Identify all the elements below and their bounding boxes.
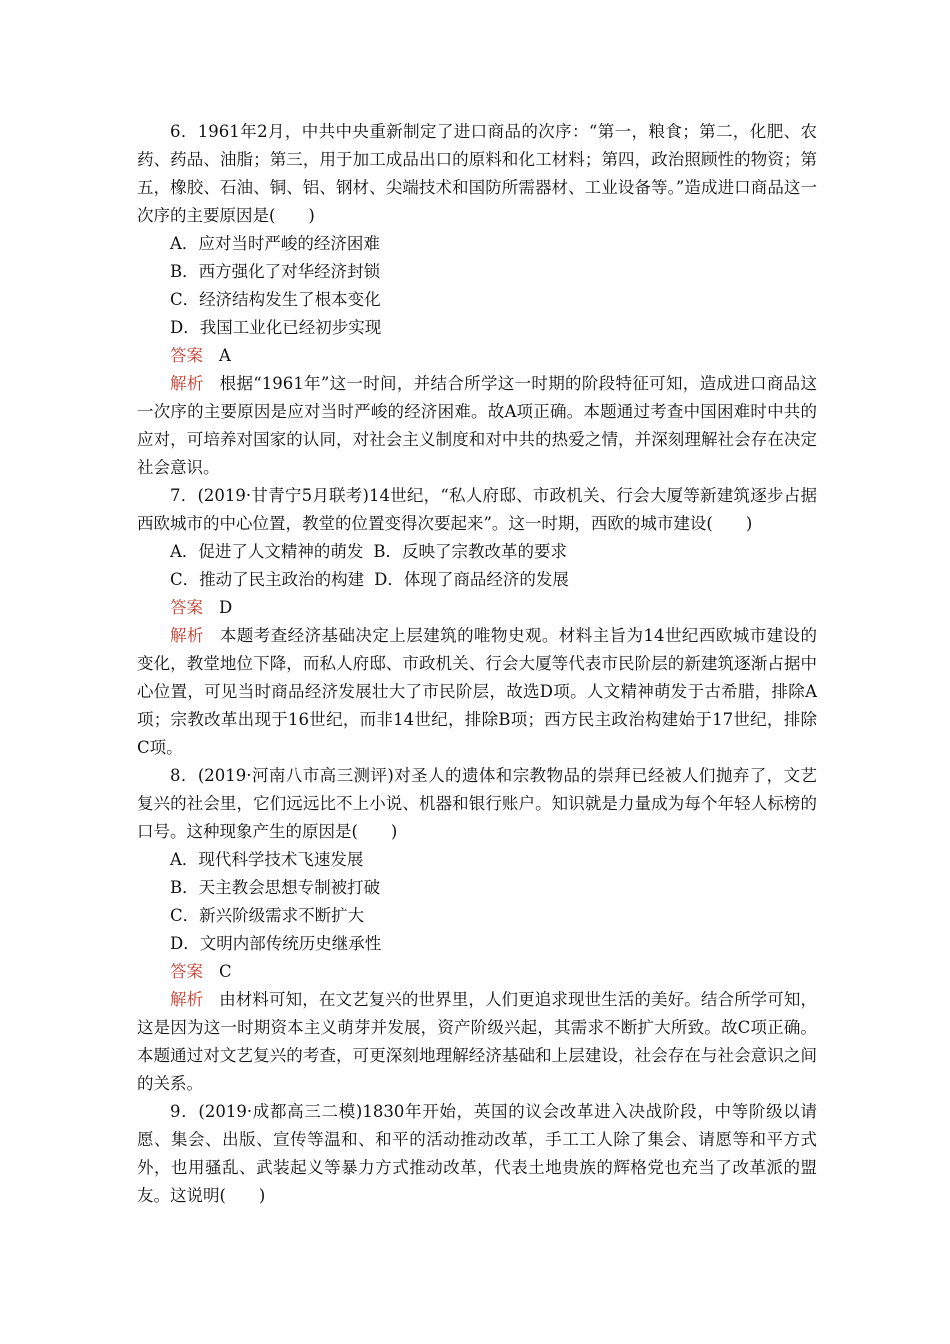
question-8-answer <box>137 958 817 986</box>
analysis-text: 根据“1961年”这一时间，并结合所学这一时期的阶段特征可知，造成进口商品这一次序的主要原因是应对当时严峻的经济困难。故A项正确。本题通过考查中国困难时中共的应对，可培养对国家的认同，对社会主义制度和对中共的热爱之情，并深刻理解社会存在决定社会意识。 <box>137 374 817 477</box>
question-8-option-b: B．天主教会思想专制被打破 <box>170 878 381 897</box>
question-8-analysis <box>137 986 817 1098</box>
question-list <box>137 118 817 1210</box>
question-6-option-a: A．应对当时严峻的经济困难 <box>170 234 380 253</box>
analysis-label: 解析 <box>170 990 204 1009</box>
question-6-answer <box>137 342 817 370</box>
question-7-option-b: B．反映了宗教改革的要求 <box>373 542 568 561</box>
question-8-stem: 8．(2019·河南八市高三测评)对圣人的遗体和宗教物品的崇拜已经被人们抛弃了，文艺复兴的社会里，它们远远比不上小说、机器和银行账户。知识就是力量成为每个年轻人标榜的口号。这种现象产生的原因是( ) <box>137 766 817 841</box>
question-6-stem: 6．1961年2月，中共中央重新制定了进口商品的次序：“第一，粮食；第二，化肥、农药、药品、油脂；第三，用于加工成品出口的原料和化工材料；第四，政治照顾性的物资；第五，橡胶、石油、铜、铝、钢材、尖端技术和国防所需器材、工业设备等。”造成进口商品这一次序的主要原因是( ) <box>137 122 817 225</box>
question-6-option-b: B．西方强化了对华经济封锁 <box>170 262 381 281</box>
question-7-option-a: A．促进了人文精神的萌发 <box>170 542 364 561</box>
analysis-text: 本题考查经济基础决定上层建筑的唯物史观。材料主旨为14世纪西欧城市建设的变化，教堂地位下降，而私人府邸、市政机关、行会大厦等代表市民阶层的新建筑逐渐占据中心位置，可见当时商品经济发展壮大了市民阶层，故选D项。人文精神萌发于古希腊，排除A项；宗教改革出现于16世纪，而非14世纪，排除B项；西方民主政治构建始于17世纪，排除C项。 <box>137 626 817 757</box>
question-7-option-c: C．推动了民主政治的构建 <box>170 570 365 589</box>
question-7-options-row-2 <box>137 566 817 594</box>
question-9-stem: 9．(2019·成都高三二模)1830年开始，英国的议会改革进入决战阶段，中等阶级以请愿、集会、出版、宣传等温和、和平的活动推动改革，手工工人除了集会、请愿等和平方式外，也用骚乱、武装起义等暴力方式推动改革，代表土地贵族的辉格党也充当了改革派的盟友。这说明( ) <box>137 1102 817 1205</box>
answer-label: 答案 <box>170 598 203 617</box>
analysis-label: 解析 <box>170 626 204 645</box>
question-7-answer <box>137 594 817 622</box>
question-6-option-c: C．经济结构发生了根本变化 <box>170 290 381 309</box>
question-8-option-d: D．文明内部传统历史继承性 <box>170 934 382 953</box>
question-8-option-a: A．现代科学技术飞速发展 <box>170 850 364 869</box>
answer-label: 答案 <box>170 962 203 981</box>
answer-value: D <box>219 598 233 617</box>
question-7-analysis <box>137 622 817 762</box>
answer-value: A <box>219 346 231 365</box>
question-7-stem: 7．(2019·甘青宁5月联考)14世纪，“私人府邸、市政机关、行会大厦等新建筑逐步占据西欧城市的中心位置，教堂的位置变得次要起来”。这一时期，西欧的城市建设( ) <box>137 486 817 533</box>
analysis-label: 解析 <box>170 374 204 393</box>
question-6-option-d: D．我国工业化已经初步实现 <box>170 318 382 337</box>
question-6-analysis <box>137 370 817 482</box>
question-7-option-d: D．体现了商品经济的发展 <box>374 570 569 589</box>
analysis-text: 由材料可知，在文艺复兴的世界里，人们更追求现世生活的美好。结合所学可知，这是因为这一时期资本主义萌芽并发展，资产阶级兴起，其需求不断扩大所致。故C项正确。本题通过对文艺复兴的考查，可更深刻地理解经济基础和上层建设，社会存在与社会意识之间的关系。 <box>137 990 818 1093</box>
answer-value: C <box>219 962 232 981</box>
question-8-option-c: C．新兴阶级需求不断扩大 <box>170 906 365 925</box>
question-7-options-row-1 <box>137 538 817 566</box>
answer-label: 答案 <box>170 346 203 365</box>
